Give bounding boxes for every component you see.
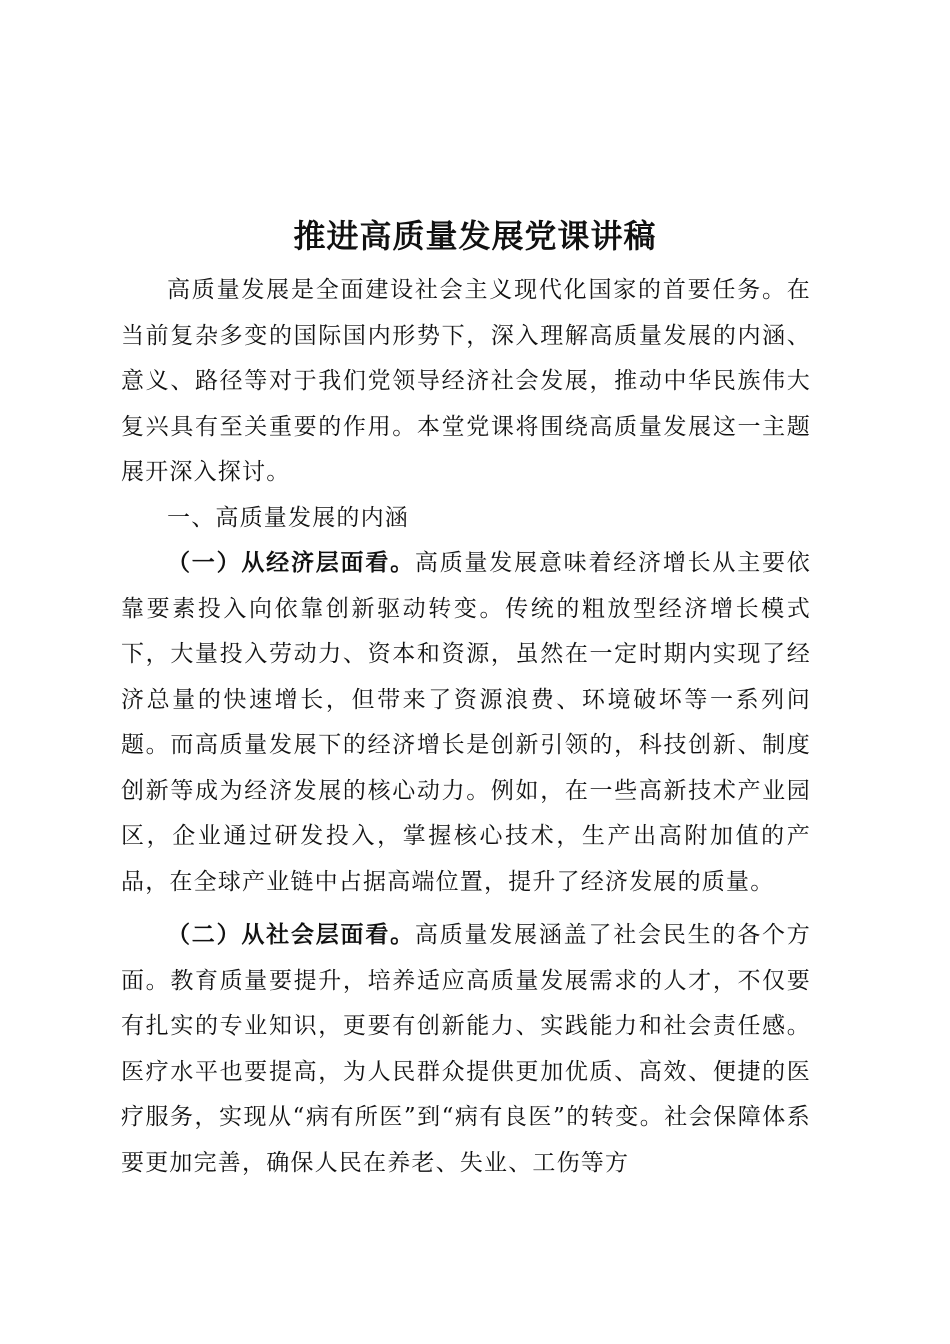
section-heading: 一、高质量发展的内涵 (167, 504, 409, 531)
subsection-paragraph-social (121, 913, 811, 1186)
subsection-lead-social: （二）从社会层面看。 (167, 922, 415, 948)
document-body (121, 268, 811, 1186)
subsection-text-economic: 高质量发展意味着经济增长从主要依靠要素投入向依靠创新驱动转变。传统的粗放型经济增长模式下，大量投入劳动力、资本和资源，虽然在一定时期内实现了经济总量的快速增长，但带来了资源浪费、环境破坏等一系列问题。而高质量发展下的经济增长是创新引领的，科技创新、制度创新等成为经济发展的核心动力。例如，在一些高新技术产业园区，企业通过研发投入，掌握核心技术，生产出高附加值的产品，在全球产业链中占据高端位置，提升了经济发展的质量。 (121, 550, 811, 895)
document-title: 推进高质量发展党课讲稿 (293, 217, 657, 255)
intro-paragraph: 高质量发展是全面建设社会主义现代化国家的首要任务。在当前复杂多变的国际国内形势下，深入理解高质量发展的内涵、意义、路径等对于我们党领导经济社会发展，推动中华民族伟大复兴具有至关重要的作用。本堂党课将围绕高质量发展这一主题展开深入探讨。 (121, 277, 811, 485)
subsection-lead-economic: （一）从经济层面看。 (167, 550, 415, 576)
subsection-paragraph-economic (121, 541, 811, 905)
subsection-text-social: 高质量发展涵盖了社会民生的各个方面。教育质量要提升，培养适应高质量发展需求的人才，不仅要有扎实的专业知识，更要有创新能力、实践能力和社会责任感。医疗水平也要提高，为人民群众提供更加优质、高效、便捷的医疗服务，实现从“病有所医”到“病有良医”的转变。社会保障体系要更加完善，确保人民在养老、失业、工伤等方 (121, 922, 811, 1176)
